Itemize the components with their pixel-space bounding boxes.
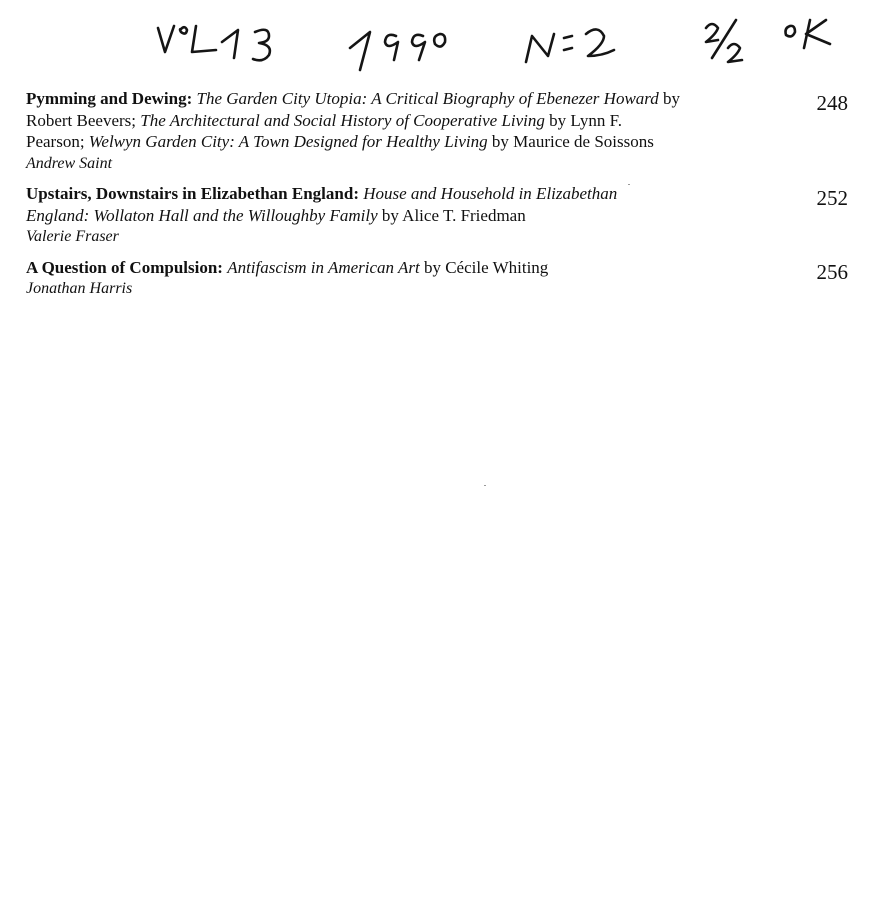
review-title: Upstairs, Downstairs in Elizabethan England: [26,184,359,203]
handwritten-annotation [150,14,850,74]
book-author: by Maurice de Soissons [491,132,654,151]
toc-entry [26,257,856,300]
reviewer-name: Andrew Saint [26,154,113,172]
book-title: The Garden City Utopia: A Critical Biography of Ebenezer Howard [196,89,659,108]
review-title: A Question of Compulsion: [26,257,223,277]
scan-speck [628,184,630,185]
book-author: by Lynn F. Pearson; [26,110,622,151]
scan-speck [484,485,486,486]
toc-entry [26,183,856,248]
review-title: Pymming and Dewing: [26,89,193,108]
book-author: by Alice T. Friedman [381,205,526,225]
reviewer-name: Valerie Fraser [26,228,119,245]
reviewer-name: Jonathan Harris [26,280,133,297]
book-title: The Architectural and Social History of Cooperative Living [140,110,545,130]
table-of-contents [26,88,856,309]
toc-entry-text [26,183,681,248]
page-number: 252 [816,186,848,210]
book-title: Antifascism in American Art [227,257,420,277]
page-number: 256 [816,259,848,284]
book-title: Welwyn Garden City: A Town Designed for Healthy Living [88,132,488,151]
book-title: House and Household in Elizabethan England: Wollaton Hall and the Willoughby Family [26,184,618,225]
toc-entry [26,88,856,174]
book-author: by Cécile Whiting [423,257,549,277]
toc-entry-text [26,88,681,174]
handwritten-annotation-drawing [150,14,850,74]
page-number: 248 [816,91,848,115]
book-author: by Robert Beevers; [26,89,681,130]
toc-entry-text [26,257,681,300]
